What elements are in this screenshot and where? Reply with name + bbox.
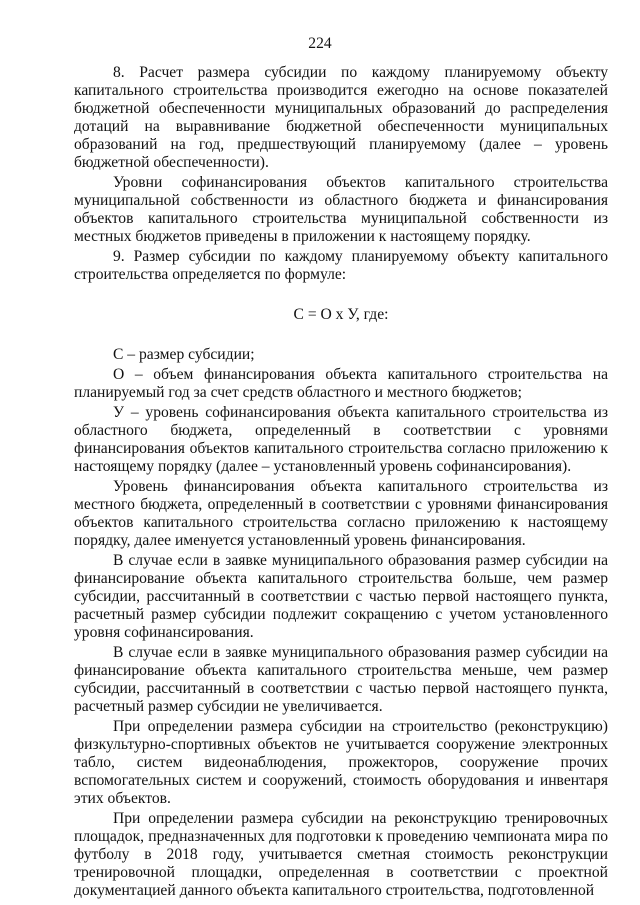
paragraph-subsidy-less: В случае если в заявке муниципального образования размер субсидии на финансирование объекта капитального строительства меньше, чем размер субсидии, рассчитанный в соответствии с частью первой настоящего пункта, расчетный размер субсидии не увеличивается. bbox=[74, 644, 608, 715]
paragraph-9-formula-intro: 9. Размер субсидии по каждому планируемому объекту капитального строительства определяется по формуле: bbox=[74, 248, 608, 283]
definition-c: С – размер субсидии; bbox=[113, 346, 255, 363]
paragraph-sports-facilities: При определении размера субсидии на строительство (реконструкцию) физкультурно-спортивных объектов не учитывается сооружение электронных табло, систем видеонаблюдения, прожекторов, сооружение прочих вспомогательных систем и сооружений, стоимость оборудования и инвентаря этих объектов. bbox=[74, 718, 608, 807]
paragraph-cofinancing-levels: Уровни софинансирования объектов капитального строительства муниципальной собственности из областного бюджета и финансирования объектов капитального строительства муниципальной собственности из местных бюджетов приведены в приложении к настоящему порядку. bbox=[74, 174, 608, 245]
formula: С = О х У, где: bbox=[293, 306, 389, 323]
definition-o: О – объем финансирования объекта капитального строительства на планируемый год за счет средств областного и местного бюджетов; bbox=[74, 366, 608, 401]
paragraph-8-calculation: 8. Расчет размера субсидии по каждому планируемому объекту капитального строительства производится ежегодно на основе показателей бюджетной обеспеченности муниципальных образований до распределения дотаций на выравнивание бюджетной обеспеченности муниципальных образований на год, предшествующий планируемому (далее – уровень бюджетной обеспеченности). bbox=[74, 64, 608, 171]
document-body bbox=[74, 64, 608, 902]
definition-u: У – уровень софинансирования объекта капитального строительства из областного бюджета, определенный в соответствии с уровнями финансирования объектов капитального строительства согласно приложению к настоящему порядку (далее – установленный уровень софинансирования). bbox=[74, 404, 608, 475]
paragraph-local-financing-level: Уровень финансирования объекта капитального строительства из местного бюджета, определенный в соответствии с уровнями финансирования объектов капитального строительства согласно приложению к настоящему порядку, далее именуется установленный уровень финансирования. bbox=[74, 478, 608, 549]
page-number: 224 bbox=[308, 35, 332, 52]
paragraph-subsidy-greater: В случае если в заявке муниципального образования размер субсидии на финансирование объекта капитального строительства больше, чем размер субсидии, рассчитанный в соответствии с частью первой настоящего пункта, расчетный размер субсидии подлежит сокращению с учетом установленного уровня софинансирования. bbox=[74, 552, 608, 641]
paragraph-training-grounds: При определении размера субсидии на реконструкцию тренировочных площадок, предназначенных для подготовки к проведению чемпионата мира по футболу в 2018 году, учитывается сметная стоимость реконструкции тренировочной площадки, определенная в соответствии с проектной документацией данного объекта капитального строительства, подготовленной bbox=[74, 810, 608, 899]
